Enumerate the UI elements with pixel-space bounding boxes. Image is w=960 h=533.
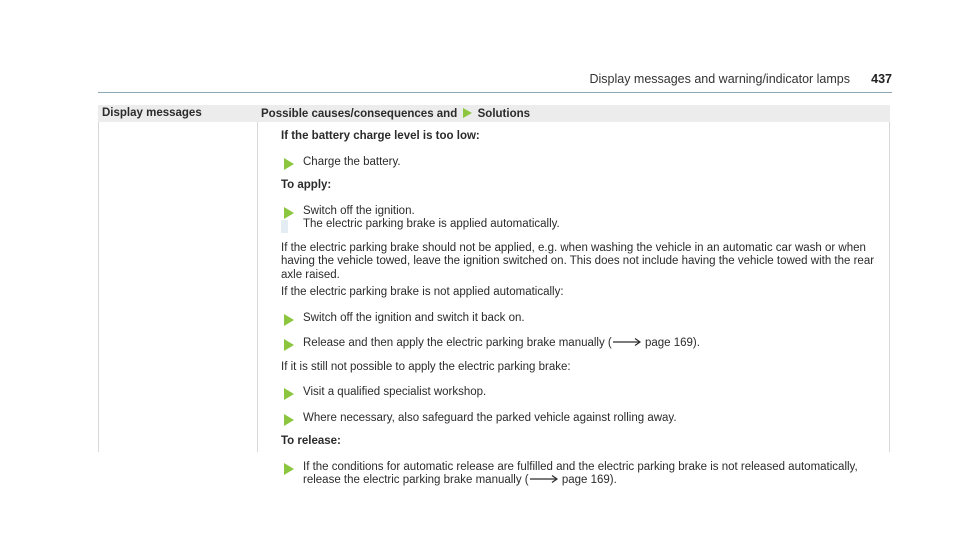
step-switch-off-ignition: Switch off the ignition. The electric parking brake is applied automatically.	[281, 205, 880, 232]
page-number: 437	[871, 72, 892, 86]
display-messages-table	[98, 105, 890, 486]
solutions-cell	[281, 128, 880, 488]
green-triangle-icon	[281, 462, 295, 476]
heading-to-release: To release:	[281, 435, 341, 447]
paragraph-still-not-possible: If it is still not possible to apply the electric parking brake:	[281, 360, 571, 373]
green-triangle-icon	[281, 387, 295, 401]
green-triangle-icon	[281, 157, 295, 171]
green-triangle-icon	[281, 413, 295, 427]
step-safeguard-vehicle: Where necessary, also safeguard the parked vehicle against rolling away.	[281, 412, 880, 426]
step-release-apply-manually: Release and then apply the electric parking brake manually ( page 169).	[281, 337, 880, 351]
step-switch-off-on: Switch off the ignition and switch it back on.	[281, 312, 880, 326]
step-visit-workshop: Visit a qualified specialist workshop.	[281, 386, 880, 400]
step-release-conditions: If the conditions for automatic release are fulfilled and the electric parking brake is not released automatically, release the electric parking brake manually ( page 169).	[281, 461, 880, 488]
result-text: The electric parking brake is applied automatically.	[303, 218, 560, 230]
paragraph-not-applied: If the electric parking brake is not applied automatically:	[281, 286, 564, 298]
heading-to-apply: To apply:	[281, 179, 332, 191]
page-header	[98, 72, 892, 93]
page-reference-link[interactable]: page 169).	[561, 474, 617, 486]
header-title: Display messages and warning/indicator lamps	[589, 72, 850, 86]
heading-battery-low: If the battery charge level is too low:	[281, 130, 480, 142]
long-arrow-right-icon[interactable]	[612, 337, 642, 347]
page-reference-link[interactable]: page 169).	[644, 337, 700, 349]
green-triangle-icon	[281, 206, 295, 220]
step-charge-battery: Charge the battery.	[281, 156, 880, 170]
table-header-row	[98, 105, 890, 122]
green-triangle-icon	[281, 313, 295, 327]
col-header-causes-solutions: Possible causes/consequences and Solutions	[261, 108, 531, 120]
green-triangle-icon	[281, 338, 295, 352]
table-body	[98, 122, 890, 486]
long-arrow-right-icon[interactable]	[529, 474, 559, 484]
result-bar	[281, 220, 288, 233]
col-header-display-messages: Display messages	[102, 107, 202, 119]
paragraph-should-not-apply: If the electric parking brake should not be applied, e.g. when washing the vehicle in an automatic car wash or when having the vehicle towed, leave the ignition switched on. This does not include having the vehicle towed with the rear axle raised.	[281, 241, 875, 281]
green-triangle-icon	[461, 107, 473, 119]
